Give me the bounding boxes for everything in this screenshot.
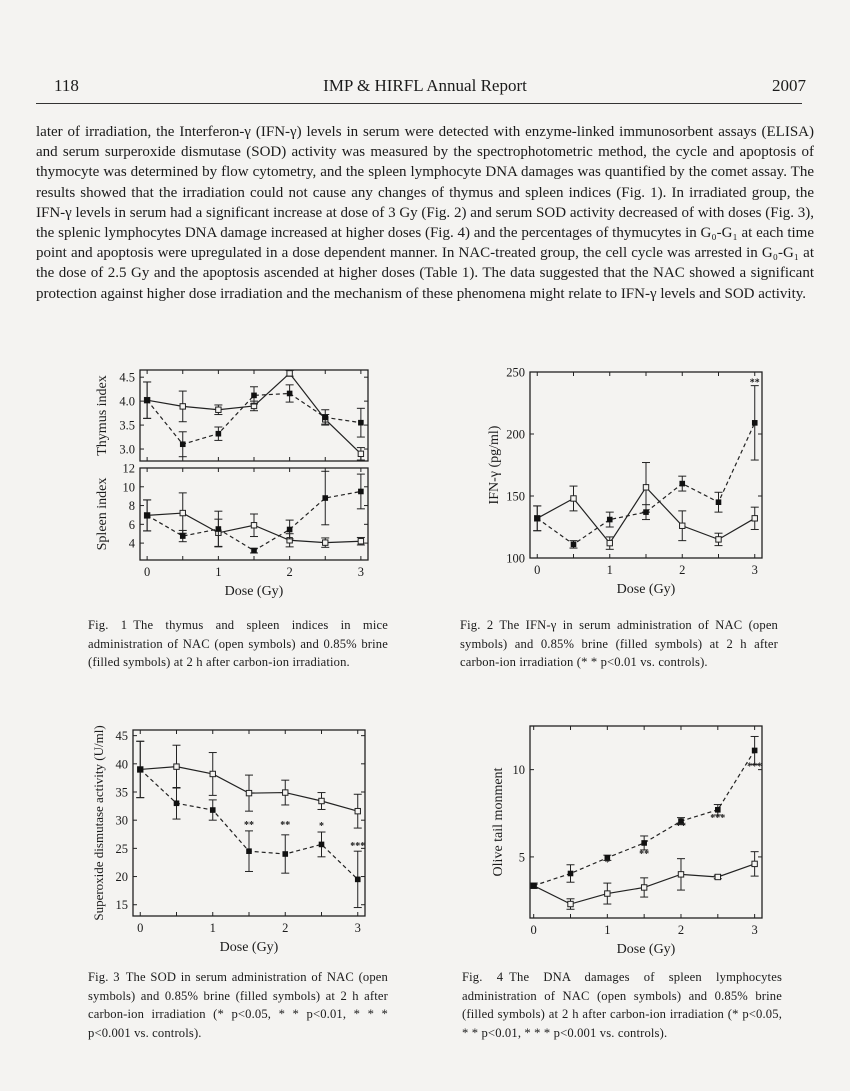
- y-tick-label: 15: [115, 898, 128, 913]
- filled-marker: [180, 533, 186, 539]
- body-paragraph: [36, 122, 814, 304]
- filled-marker: [144, 513, 150, 519]
- filled-marker: [571, 542, 577, 548]
- significance-marker: **: [280, 820, 291, 832]
- filled-marker: [319, 842, 325, 848]
- y-tick-label: 3.0: [119, 442, 135, 457]
- filled-marker: [322, 415, 328, 421]
- open-marker: [716, 537, 721, 542]
- x-tick-label: 3: [354, 921, 361, 935]
- open-marker: [643, 485, 648, 490]
- open-marker: [174, 764, 179, 769]
- y-tick-label: 25: [115, 841, 128, 856]
- figure-1-caption: [88, 616, 388, 672]
- filled-marker: [568, 871, 574, 877]
- filled-marker: [287, 527, 293, 533]
- page-number: 118: [54, 76, 79, 95]
- filled-marker: [251, 548, 257, 554]
- y-tick-label: 10: [512, 763, 525, 778]
- x-tick-label: 1: [604, 923, 611, 937]
- fig4-olive-panel: [491, 726, 762, 957]
- y-tick-label: 8: [128, 499, 135, 514]
- y-tick-label: 4.0: [119, 394, 135, 409]
- y-tick-label: 3.5: [119, 418, 135, 433]
- open-marker: [752, 861, 757, 866]
- filled-marker: [246, 848, 252, 854]
- x-axis-label: Dose (Gy): [616, 582, 676, 597]
- plot-frame: [140, 370, 368, 461]
- x-tick-label: 2: [677, 923, 685, 937]
- figure-1-caption-label: Fig. 1: [88, 618, 128, 632]
- figure-3-chart: [88, 726, 388, 958]
- x-tick-label: 2: [286, 565, 293, 579]
- filled-marker: [752, 420, 758, 426]
- y-tick-label: 4: [128, 536, 135, 551]
- filled-marker: [679, 481, 685, 487]
- filled-marker: [322, 495, 328, 501]
- figure-2-caption-label: Fig. 2: [460, 618, 494, 632]
- filled-marker: [716, 499, 722, 505]
- x-tick-label: 0: [137, 921, 144, 935]
- x-tick-label: 1: [209, 921, 216, 935]
- significance-marker: *: [319, 821, 324, 833]
- open-marker: [678, 872, 683, 877]
- open-marker: [568, 901, 573, 906]
- y-tick-label: 250: [506, 365, 525, 380]
- figure-4-caption-text: The DNA damages of spleen lymphocytes administration of NAC (open symbols) and 0.85% brine (filled symbols) at 2 h after carbon-ion irradiation (* p<0.05, * * p<0.01, * * * p<0.001 vs. controls).: [462, 970, 782, 1040]
- filled-marker: [216, 431, 222, 437]
- figure-4-chart: [488, 726, 788, 958]
- figure-4: [488, 726, 788, 958]
- open-marker: [715, 874, 720, 879]
- open-marker: [323, 540, 328, 545]
- y-tick-label: 20: [115, 870, 128, 885]
- open-marker: [571, 496, 576, 501]
- figure-1: [88, 368, 398, 600]
- significance-marker: ***: [350, 840, 366, 852]
- filled-marker: [287, 391, 293, 397]
- series-nac: [143, 493, 365, 547]
- y-tick-label: 30: [115, 813, 128, 828]
- header-rule: [36, 103, 802, 104]
- y-tick-label: 200: [506, 427, 525, 442]
- filled-marker: [282, 851, 288, 857]
- journal-title: IMP & HIRFL Annual Report: [323, 76, 527, 95]
- running-header: [44, 76, 806, 98]
- filled-marker: [355, 877, 361, 883]
- y-tick-label: 45: [115, 729, 128, 744]
- series-nac: [530, 852, 759, 910]
- y-tick-label: 12: [122, 461, 135, 476]
- figure-2: [487, 365, 788, 600]
- figure-3: [88, 726, 388, 958]
- fig1-thymus-panel: [95, 370, 368, 461]
- y-axis-label: IFN-γ (pg/ml): [487, 425, 502, 505]
- open-marker: [358, 451, 363, 456]
- figure-2-chart: [487, 365, 788, 600]
- significance-marker: **: [639, 848, 650, 860]
- filled-marker: [358, 420, 364, 426]
- open-marker: [605, 891, 610, 896]
- significance-marker: ***: [710, 813, 726, 825]
- filled-marker: [180, 441, 186, 447]
- filled-marker: [251, 393, 257, 399]
- y-tick-label: 40: [115, 757, 128, 772]
- significance-marker: *: [604, 857, 610, 869]
- open-marker: [319, 798, 324, 803]
- filled-marker: [641, 840, 647, 846]
- x-axis-label: Dose (Gy): [219, 940, 279, 955]
- open-marker: [287, 371, 292, 376]
- filled-marker: [216, 526, 222, 532]
- figure-4-caption-label: Fig. 4: [462, 970, 504, 984]
- open-marker: [752, 516, 757, 521]
- figure-3-caption-text: The SOD in serum administration of NAC (open symbols) and 0.85% brine (filled symbols) at 2 h after carbon-ion irradiation (* p<0.05, * * p<0.01, * * * p<0.001 vs. controls).: [88, 970, 388, 1040]
- figure-1-chart: [88, 368, 398, 600]
- filled-marker: [643, 509, 649, 515]
- filled-marker: [715, 807, 721, 813]
- x-tick-label: 3: [357, 565, 364, 579]
- y-tick-label: 150: [506, 489, 525, 504]
- x-axis-label: Dose (Gy): [616, 942, 676, 957]
- filled-marker: [174, 800, 180, 806]
- y-axis-label: Spleen index: [95, 477, 110, 551]
- open-marker: [283, 790, 288, 795]
- filled-marker: [534, 516, 540, 522]
- filled-marker: [531, 883, 537, 889]
- y-tick-label: 100: [506, 551, 525, 566]
- significance-marker: **: [749, 377, 760, 389]
- y-tick-label: 6: [128, 517, 135, 532]
- y-axis-label: Olive tail monment: [491, 767, 506, 877]
- y-axis-label: Superoxide dismutase activity (U/ml): [91, 725, 106, 921]
- y-tick-label: 4.5: [119, 370, 135, 385]
- open-marker: [358, 539, 363, 544]
- significance-marker: **: [244, 820, 254, 832]
- figure-3-caption-label: Fig. 3: [88, 970, 120, 984]
- filled-marker: [607, 517, 613, 523]
- open-marker: [216, 407, 221, 412]
- report-year: 2007: [772, 76, 806, 95]
- x-tick-label: 1: [606, 563, 613, 577]
- filled-marker: [144, 397, 150, 403]
- series-nac: [136, 741, 362, 828]
- fig2-ifn-panel: [487, 366, 762, 598]
- open-marker: [246, 790, 251, 795]
- open-marker: [180, 404, 185, 409]
- x-tick-label: 0: [144, 565, 151, 579]
- body-paragraph-text: later of irradiation, the Interferon-γ (IFN-γ) levels in serum were detected with enzyme-linked immunosorbent assays (ELISA) and serum surperoxide dismutase (SOD) activity was measured by the spectrophotometric method, the cycle and apoptosis of thymocyte was determined by flow cytometry, and the spleen lymphocyte DNA damages was quantified by the comet assay. The results showed that the irradiation could not cause any changes of thymus and spleen indices (Fig. 1). In irradiated group, the IFN-γ levels in serum had a significant increase at dose of 3 Gy (Fig. 2) and serum SOD activity decreased of with doses (Fig. 3), the splenic lymphocytes DNA damage increased at higher doses (Fig. 4) and the percentages of thymucytes in G₀-G₁ at each time point and apoptosis were upregulated in a dose dependent manner. In NAC-treated group, the cell cycle was arrested in G₀-G₁ at the dose of 2.5 Gy and the apoptosis ascended at higher doses (Table 1). The data suggested that the NAC showed a significant protection against higher dose irradiation and the mechanism of these phenomena might relate to IFN-γ levels and SOD activity.: [36, 124, 814, 302]
- x-tick-label: 2: [282, 921, 289, 935]
- figure-2-caption: [460, 616, 778, 672]
- x-tick-label: 0: [534, 563, 541, 577]
- x-axis-label: Dose (Gy): [224, 584, 284, 599]
- filled-marker: [358, 489, 364, 495]
- x-tick-label: 1: [215, 565, 222, 579]
- figure-4-caption: [462, 968, 782, 1042]
- figure-1-caption-text: The thymus and spleen indices in mice administration of NAC (open symbols) and 0.85% brine (filled symbols) at 2 h after carbon-ion irradiation.: [88, 618, 389, 669]
- y-tick-label: 5: [518, 850, 525, 865]
- y-axis-label: Thymus index: [95, 375, 110, 456]
- x-tick-label: 0: [530, 923, 537, 937]
- figure-3-caption: [88, 968, 388, 1042]
- filled-marker: [752, 748, 758, 754]
- open-marker: [355, 808, 360, 813]
- figure-2-caption-text: The IFN-γ in serum administration of NAC (open symbols) and 0.85% brine (filled symbols) at 2 h after carbon-ion irradiation (* * p<0.01 vs. controls).: [460, 618, 779, 669]
- open-marker: [680, 523, 685, 528]
- x-tick-label: 3: [751, 563, 758, 577]
- filled-marker: [137, 767, 143, 773]
- fig3-sod-panel: [91, 725, 365, 955]
- open-marker: [607, 540, 612, 545]
- y-tick-label: 10: [122, 480, 135, 495]
- series-brine: [143, 382, 365, 457]
- series-brine: [143, 471, 365, 553]
- series-line: [147, 373, 361, 453]
- x-tick-label: 3: [751, 923, 758, 937]
- series-nac: [143, 370, 365, 460]
- open-marker: [210, 771, 215, 776]
- y-tick-label: 35: [115, 785, 128, 800]
- significance-marker: ***: [747, 761, 763, 773]
- open-marker: [641, 885, 646, 890]
- filled-marker: [210, 807, 216, 813]
- open-marker: [180, 510, 185, 515]
- x-tick-label: 2: [679, 563, 686, 577]
- fig1-spleen-panel: [95, 462, 368, 600]
- significance-marker: **: [675, 820, 686, 832]
- open-marker: [251, 523, 256, 528]
